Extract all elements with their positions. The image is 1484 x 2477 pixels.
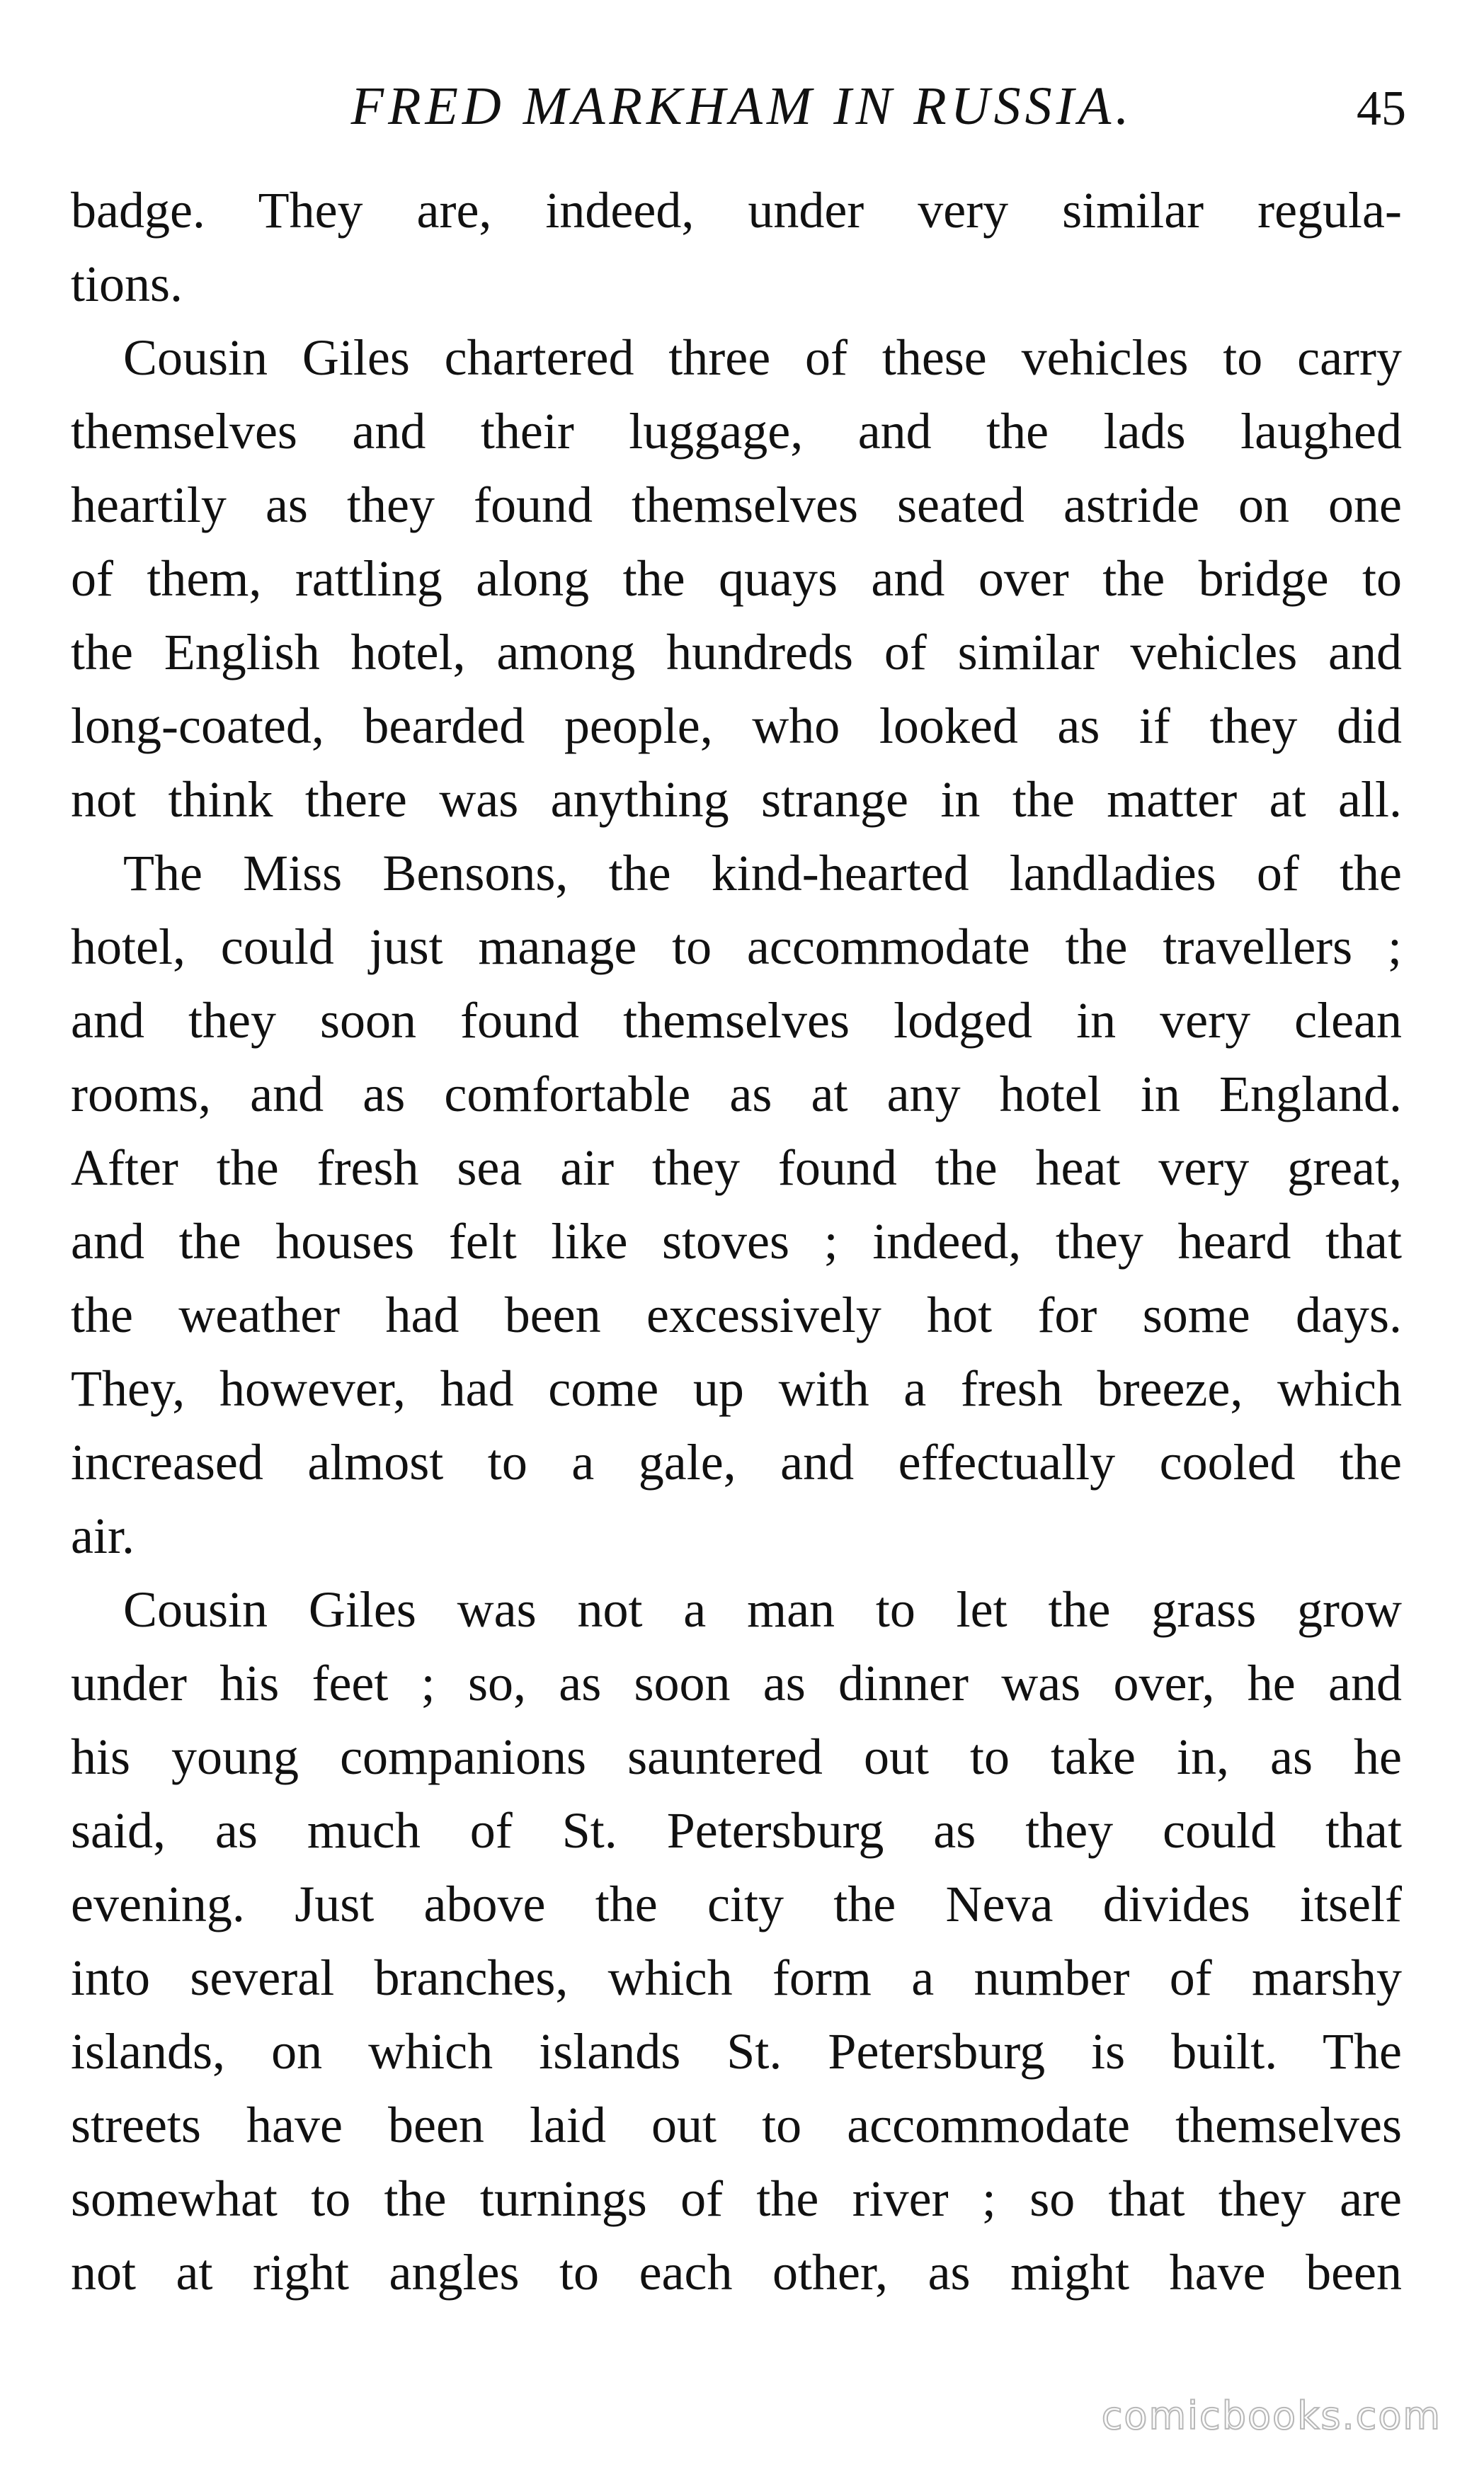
text-line: They, however, had come up with a fresh breeze, which	[71, 1360, 1402, 1417]
text-line: badge. They are, indeed, under very similar regula-	[71, 182, 1402, 239]
text-line: increased almost to a gale, and effectually cooled the	[71, 1434, 1402, 1491]
text-line: tions.	[71, 256, 183, 312]
text-line: air.	[71, 1508, 135, 1564]
text-line: somewhat to the turnings of the river ; so that they are	[71, 2170, 1402, 2227]
text-line: themselves and their luggage, and the lads laughed	[71, 403, 1402, 460]
text-line: the English hotel, among hundreds of similar vehicles and	[71, 624, 1402, 681]
text-line: and the houses felt like stoves ; indeed, they heard that	[71, 1213, 1402, 1270]
text-line: the weather had been excessively hot for some days.	[71, 1287, 1402, 1343]
text-line: under his feet ; so, as soon as dinner was over, he and	[71, 1655, 1402, 1712]
body-text	[71, 173, 1402, 2309]
running-header	[0, 64, 1484, 149]
text-line: into several branches, which form a number of marshy	[71, 1949, 1402, 2006]
text-line: not think there was anything strange in the matter at all.	[71, 771, 1402, 828]
watermark: comicbooks.com	[1101, 2393, 1442, 2438]
text-line: heartily as they found themselves seated astride on one	[71, 477, 1402, 533]
text-line: of them, rattling along the quays and over the bridge to	[71, 550, 1402, 607]
text-line: not at right angles to each other, as might have been	[71, 2244, 1402, 2301]
running-title: FRED MARKHAM IN RUSSIA.	[350, 76, 1134, 136]
text-line: said, as much of St. Petersburg as they could that	[71, 1802, 1402, 1859]
paragraph-first-line: Cousin Giles chartered three of these vehicles to carry	[123, 329, 1402, 386]
page-number: 45	[1357, 81, 1406, 136]
text-line: evening. Just above the city the Neva divides itself	[71, 1876, 1402, 1932]
text-line: hotel, could just manage to accommodate the travellers ;	[71, 918, 1402, 975]
text-line: and they soon found themselves lodged in very clean	[71, 992, 1402, 1049]
text-line: long-coated, bearded people, who looked as if they did	[71, 697, 1402, 754]
text-line: After the fresh sea air they found the heat very great,	[71, 1139, 1402, 1196]
paragraph-first-line: Cousin Giles was not a man to let the grass grow	[123, 1581, 1402, 1638]
text-line: his young companions sauntered out to take in, as he	[71, 1729, 1402, 1785]
text-line: streets have been laid out to accommodate themselves	[71, 2097, 1402, 2153]
paragraph-first-line: The Miss Bensons, the kind-hearted landladies of the	[123, 845, 1402, 901]
text-line: rooms, and as comfortable as at any hotel in England.	[71, 1066, 1402, 1122]
text-line: islands, on which islands St. Petersburg is built. The	[71, 2023, 1402, 2080]
